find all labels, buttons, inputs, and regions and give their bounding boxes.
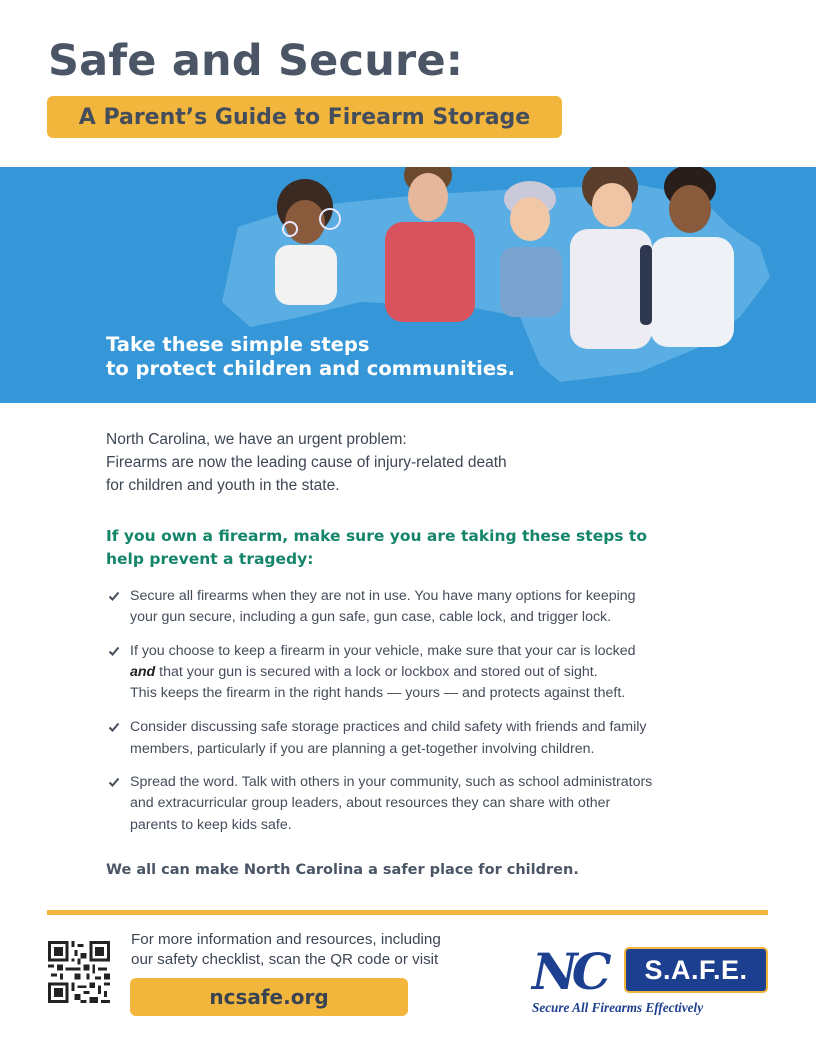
page-title: Safe and Secure: — [48, 36, 464, 86]
banner-tagline — [106, 333, 515, 381]
steps-list — [106, 586, 746, 836]
page-subtitle: A Parent’s Guide to Firearm Storage — [78, 104, 531, 130]
list-item — [106, 717, 746, 760]
footer-info-line-2: our safety checklist, scan the QR code or visit — [131, 950, 439, 968]
closing-statement: We all can make North Carolina a safer place for children. — [106, 862, 579, 878]
list-item — [106, 586, 746, 629]
footer-info-line-1: For more information and resources, including — [131, 931, 441, 948]
logo-safe-box — [624, 947, 768, 993]
step-3-line-1: Consider discussing safe storage practices and child safety with friends and family — [130, 719, 647, 736]
list-item — [106, 772, 746, 836]
check-icon — [108, 590, 120, 602]
nc-safe-logo — [530, 940, 770, 1022]
list-item — [106, 641, 746, 705]
step-4-line-3: parents to keep kids safe. — [130, 816, 292, 833]
intro-paragraph — [106, 428, 706, 497]
step-4-line-1: Spread the word. Talk with others in your community, such as school administrators — [130, 774, 653, 791]
step-2-emphasis: and — [130, 663, 156, 680]
steps-heading-line-1: If you own a firearm, make sure you are taking these steps to — [106, 527, 647, 545]
steps-heading — [106, 525, 726, 571]
banner-line-2: to protect children and communities. — [106, 357, 516, 380]
steps-heading-line-2: help prevent a tragedy: — [106, 550, 314, 568]
check-icon — [108, 776, 120, 788]
website-link[interactable] — [130, 978, 408, 1016]
footer-divider — [47, 910, 768, 915]
website-link-label: ncsafe.org — [209, 985, 329, 1009]
check-icon — [108, 645, 120, 657]
logo-tagline: Secure All Firearms Effectively — [532, 1000, 704, 1015]
step-2-line-1: If you choose to keep a firearm in your vehicle, make sure that your car is locked — [130, 642, 636, 659]
step-4-line-2: and extracurricular group leaders, about resources they can share with other — [130, 795, 611, 812]
intro-line-2: Firearms are now the leading cause of injury-related death — [106, 454, 507, 471]
intro-line-3: for children and youth in the state. — [106, 477, 340, 494]
step-3-line-2: members, particularly if you are planning a get-together involving children. — [130, 740, 595, 757]
logo-safe-text: S.A.F.E. — [644, 954, 748, 985]
girl-helmet — [500, 181, 562, 317]
logo-nc-text: NC — [532, 942, 606, 1001]
step-1-line-1: Secure all firearms when they are not in use. You have many options for keeping — [130, 588, 636, 604]
step-2-line-2-rest: that your gun is secured with a lock or lockbox and stored out of sight. — [155, 663, 598, 680]
banner-line-1: Take these simple steps — [106, 333, 370, 356]
intro-line-1: North Carolina, we have an urgent problem: — [106, 431, 407, 448]
check-icon — [108, 721, 120, 733]
qr-code-icon[interactable] — [48, 941, 110, 1003]
teen-boy — [385, 167, 475, 322]
step-2-line-3: This keeps the firearm in the right hands — yours — and protects against theft. — [130, 685, 626, 702]
step-1-line-2: your gun secure, including a gun safe, gun case, cable lock, and trigger lock. — [130, 609, 612, 626]
subtitle-banner — [47, 96, 562, 138]
step-2-line-2 — [130, 662, 746, 683]
footer-info — [131, 930, 441, 969]
